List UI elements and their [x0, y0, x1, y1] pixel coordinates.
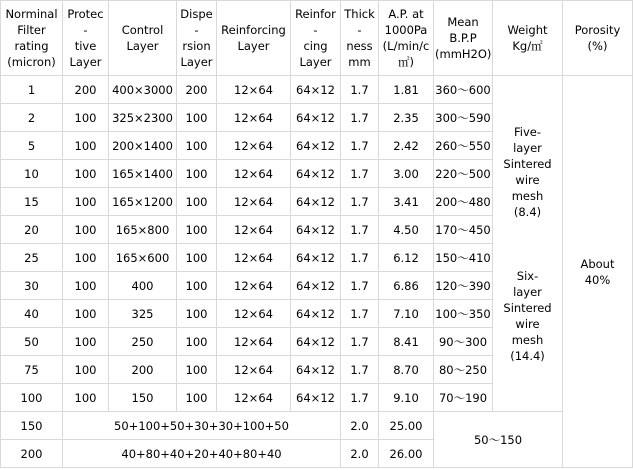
cell-reinforcing-layer: 12×64: [217, 356, 291, 384]
cell-weight-note: Five- layer Sintered wire mesh (8.4) Six- layer Sintered wire mesh (14.4): [493, 76, 563, 412]
cell-air-permeability: 3.41: [379, 188, 434, 216]
cell-air-permeability: 6.12: [379, 244, 434, 272]
header-protective-layer: Protec - tive Layer: [63, 1, 109, 76]
cell-air-permeability: 8.70: [379, 356, 434, 384]
cell-protective-layer: 100: [63, 216, 109, 244]
cell-filter-rating: 40: [1, 300, 63, 328]
cell-air-permeability: 8.41: [379, 328, 434, 356]
cell-reinforcing-layer-2: 64×12: [291, 356, 341, 384]
cell-filter-rating: 15: [1, 188, 63, 216]
cell-dispersion-layer: 100: [177, 272, 217, 300]
cell-protective-layer: 100: [63, 188, 109, 216]
cell-reinforcing-layer: 12×64: [217, 272, 291, 300]
cell-mean-bpp: 50～150: [434, 412, 563, 468]
cell-protective-layer: 200: [63, 76, 109, 104]
header-dispersion-layer: Dispe - rsion Layer: [177, 1, 217, 76]
header-reinforcing-layer-2: Reinfor - cing Layer: [291, 1, 341, 76]
cell-thickness: 1.7: [341, 272, 379, 300]
cell-air-permeability: 3.00: [379, 160, 434, 188]
table-row: [1, 76, 633, 104]
header-reinforcing-layer: Reinforcing Layer: [217, 1, 291, 76]
cell-filter-rating: 1: [1, 76, 63, 104]
cell-reinforcing-layer-2: 64×12: [291, 132, 341, 160]
cell-reinforcing-layer-2: 64×12: [291, 76, 341, 104]
cell-filter-rating: 75: [1, 356, 63, 384]
cell-protective-layer: 100: [63, 244, 109, 272]
cell-filter-rating: 2: [1, 104, 63, 132]
cell-reinforcing-layer-2: 64×12: [291, 244, 341, 272]
cell-dispersion-layer: 100: [177, 244, 217, 272]
cell-control-layer: 165×1200: [109, 188, 177, 216]
cell-thickness: 1.7: [341, 384, 379, 412]
cell-thickness: 1.7: [341, 356, 379, 384]
header-air-permeability: A.P. at 1000Pa (L/min/c ㎡): [379, 1, 434, 76]
cell-layer-composition: 50+100+50+30+30+100+50: [63, 412, 341, 440]
cell-reinforcing-layer: 12×64: [217, 244, 291, 272]
cell-control-layer: 400×3000: [109, 76, 177, 104]
header-row: [1, 1, 633, 76]
cell-dispersion-layer: 200: [177, 76, 217, 104]
cell-filter-rating: 150: [1, 412, 63, 440]
cell-mean-bpp: 150～410: [434, 244, 493, 272]
cell-filter-rating: 30: [1, 272, 63, 300]
cell-reinforcing-layer-2: 64×12: [291, 216, 341, 244]
cell-dispersion-layer: 100: [177, 160, 217, 188]
cell-mean-bpp: 120～390: [434, 272, 493, 300]
cell-reinforcing-layer-2: 64×12: [291, 328, 341, 356]
header-thickness: Thick - ness mm: [341, 1, 379, 76]
cell-reinforcing-layer: 12×64: [217, 300, 291, 328]
table-row: [1, 412, 633, 440]
cell-control-layer: 250: [109, 328, 177, 356]
cell-mean-bpp: 220～500: [434, 160, 493, 188]
cell-control-layer: 200: [109, 356, 177, 384]
cell-reinforcing-layer-2: 64×12: [291, 160, 341, 188]
cell-thickness: 1.7: [341, 216, 379, 244]
header-control-layer: Control Layer: [109, 1, 177, 76]
cell-reinforcing-layer: 12×64: [217, 104, 291, 132]
cell-protective-layer: 100: [63, 160, 109, 188]
cell-filter-rating: 5: [1, 132, 63, 160]
cell-filter-rating: 25: [1, 244, 63, 272]
cell-air-permeability: 25.00: [379, 412, 434, 440]
header-porosity: Porosity (%): [563, 1, 633, 76]
cell-filter-rating: 20: [1, 216, 63, 244]
cell-thickness: 1.7: [341, 244, 379, 272]
cell-mean-bpp: 70～190: [434, 384, 493, 412]
cell-mean-bpp: 200～480: [434, 188, 493, 216]
cell-thickness: 1.7: [341, 76, 379, 104]
cell-reinforcing-layer-2: 64×12: [291, 384, 341, 412]
cell-control-layer: 325: [109, 300, 177, 328]
cell-reinforcing-layer: 12×64: [217, 188, 291, 216]
cell-thickness: 1.7: [341, 132, 379, 160]
cell-reinforcing-layer-2: 64×12: [291, 300, 341, 328]
cell-filter-rating: 200: [1, 440, 63, 468]
cell-mean-bpp: 360～600: [434, 76, 493, 104]
cell-reinforcing-layer: 12×64: [217, 132, 291, 160]
cell-protective-layer: 100: [63, 300, 109, 328]
cell-reinforcing-layer: 12×64: [217, 384, 291, 412]
cell-mean-bpp: 170～450: [434, 216, 493, 244]
cell-protective-layer: 100: [63, 132, 109, 160]
cell-porosity-note: About 40%: [563, 76, 633, 468]
cell-filter-rating: 100: [1, 384, 63, 412]
cell-reinforcing-layer: 12×64: [217, 216, 291, 244]
cell-mean-bpp: 260～550: [434, 132, 493, 160]
header-mean-bpp: Mean B.P.P (mmH2O): [434, 1, 493, 76]
cell-thickness: 1.7: [341, 188, 379, 216]
cell-reinforcing-layer: 12×64: [217, 76, 291, 104]
cell-thickness: 2.0: [341, 440, 379, 468]
cell-air-permeability: 2.35: [379, 104, 434, 132]
cell-mean-bpp: 100～350: [434, 300, 493, 328]
cell-filter-rating: 50: [1, 328, 63, 356]
cell-protective-layer: 100: [63, 272, 109, 300]
cell-dispersion-layer: 100: [177, 356, 217, 384]
cell-control-layer: 165×800: [109, 216, 177, 244]
cell-control-layer: 400: [109, 272, 177, 300]
cell-thickness: 1.7: [341, 160, 379, 188]
cell-control-layer: 150: [109, 384, 177, 412]
cell-control-layer: 165×1400: [109, 160, 177, 188]
cell-dispersion-layer: 100: [177, 300, 217, 328]
cell-dispersion-layer: 100: [177, 216, 217, 244]
cell-filter-rating: 10: [1, 160, 63, 188]
header-weight: Weight Kg/㎡: [493, 1, 563, 76]
cell-reinforcing-layer: 12×64: [217, 328, 291, 356]
cell-air-permeability: 7.10: [379, 300, 434, 328]
cell-layer-composition: 40+80+40+20+40+80+40: [63, 440, 341, 468]
cell-dispersion-layer: 100: [177, 104, 217, 132]
cell-control-layer: 200×1400: [109, 132, 177, 160]
cell-control-layer: 165×600: [109, 244, 177, 272]
cell-thickness: 2.0: [341, 412, 379, 440]
cell-mean-bpp: 90～300: [434, 328, 493, 356]
cell-air-permeability: 2.42: [379, 132, 434, 160]
header-filter-rating: Norminal Filter rating (micron): [1, 1, 63, 76]
cell-protective-layer: 100: [63, 104, 109, 132]
cell-mean-bpp: 80～250: [434, 356, 493, 384]
cell-thickness: 1.7: [341, 300, 379, 328]
cell-dispersion-layer: 100: [177, 132, 217, 160]
cell-protective-layer: 100: [63, 384, 109, 412]
cell-air-permeability: 9.10: [379, 384, 434, 412]
cell-thickness: 1.7: [341, 104, 379, 132]
cell-dispersion-layer: 100: [177, 188, 217, 216]
cell-air-permeability: 4.50: [379, 216, 434, 244]
cell-mean-bpp: 300～590: [434, 104, 493, 132]
table-body: [1, 76, 633, 468]
cell-dispersion-layer: 100: [177, 328, 217, 356]
cell-thickness: 1.7: [341, 328, 379, 356]
cell-reinforcing-layer-2: 64×12: [291, 188, 341, 216]
cell-protective-layer: 100: [63, 356, 109, 384]
cell-air-permeability: 26.00: [379, 440, 434, 468]
cell-control-layer: 325×2300: [109, 104, 177, 132]
cell-reinforcing-layer: 12×64: [217, 160, 291, 188]
cell-air-permeability: 1.81: [379, 76, 434, 104]
cell-protective-layer: 100: [63, 328, 109, 356]
cell-reinforcing-layer-2: 64×12: [291, 104, 341, 132]
cell-reinforcing-layer-2: 64×12: [291, 272, 341, 300]
cell-dispersion-layer: 100: [177, 384, 217, 412]
cell-air-permeability: 6.86: [379, 272, 434, 300]
